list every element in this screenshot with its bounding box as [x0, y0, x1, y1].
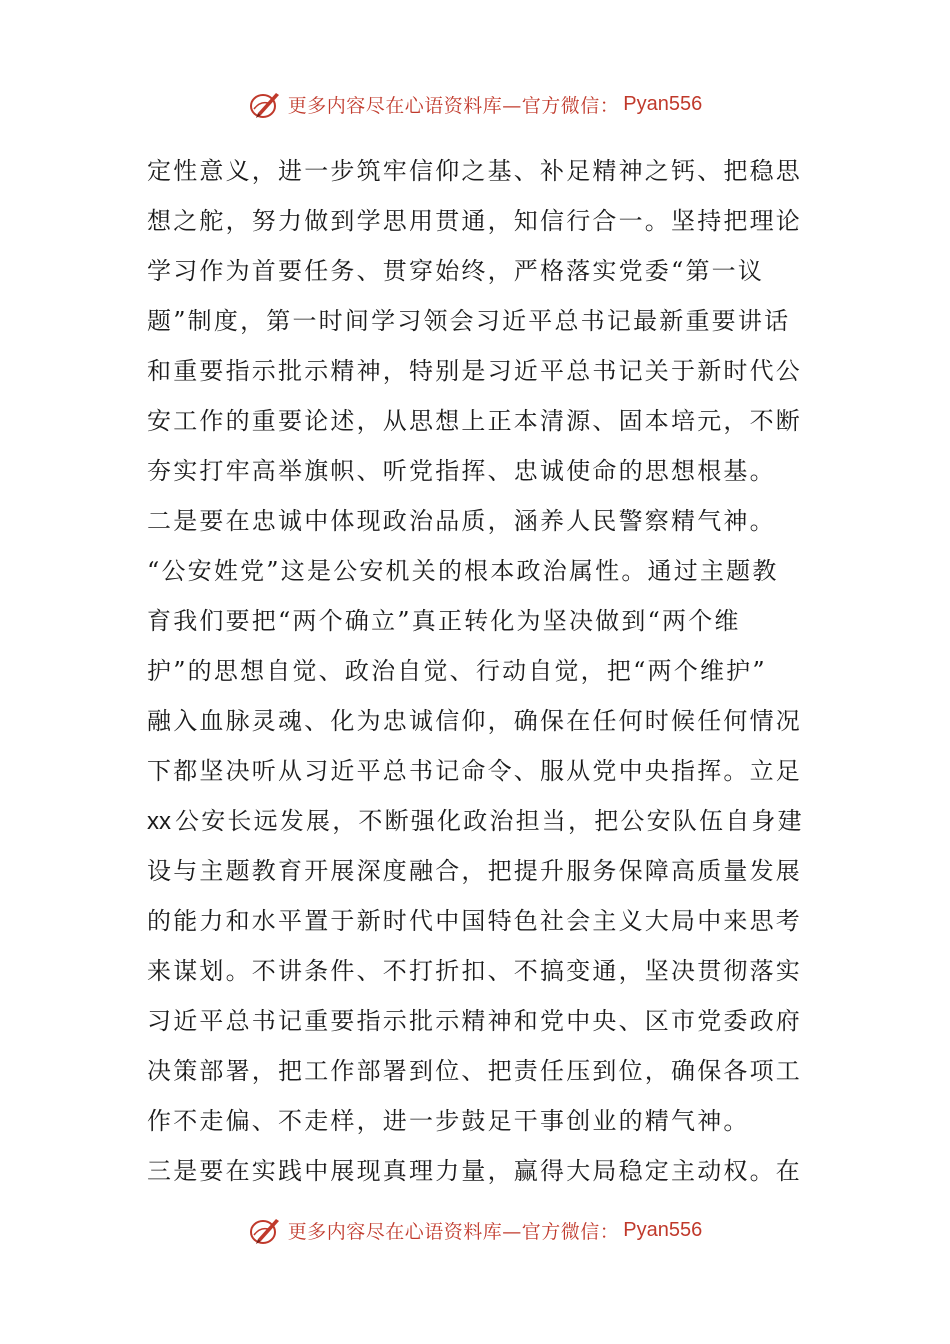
footer-banner [0, 1210, 950, 1250]
text-line: 夯实打牢高举旗帜、听党指挥、忠诚使命的思想根基。 [147, 457, 776, 485]
header-wechat-id: Pyan556 [623, 92, 703, 115]
text-line: 习近平总书记重要指示批示精神和党中央、区市党委政府 [147, 1007, 802, 1035]
text-line: 的能力和水平置于新时代中国特色社会主义大局中来思考 [147, 907, 802, 935]
text-line: 题”制度，第一时间学习领会习近平总书记最新重要讲话 [147, 307, 791, 335]
section-heading-3: 三是要在实践中展现真理力量，赢得大局稳定主动权。在 [147, 1157, 802, 1185]
header-banner-text: 更多内容尽在心语资料库—官方微信： [287, 94, 620, 117]
text-line: 下都坚决听从习近平总书记命令、服从党中央指挥。立足 [147, 757, 802, 785]
document-body [147, 146, 807, 1196]
text-line-rest: 公安长远发展，不断强化政治担当，把公安队伍自身建 [175, 807, 804, 835]
text-line [147, 796, 807, 846]
text-line: 定性意义，进一步筑牢信仰之基、补足精神之钙、把稳思 [147, 157, 802, 185]
text-line: 和重要指示批示精神，特别是习近平总书记关于新时代公 [147, 357, 802, 385]
text-line: 安工作的重要论述，从思想上正本清源、固本培元，不断 [147, 407, 802, 435]
text-line: 来谋划。不讲条件、不打折扣、不搞变通，坚决贯彻落实 [147, 957, 802, 985]
text-line: 学习作为首要任务、贯穿始终，严格落实党委“第一议 [147, 257, 765, 285]
placeholder-xx: xx [147, 808, 171, 835]
text-line: 决策部署，把工作部署到位、把责任压到位，确保各项工 [147, 1057, 802, 1085]
section-heading-2: 二是要在忠诚中体现政治品质，涵养人民警察精气神。 [147, 507, 776, 535]
text-line: 想之舵，努力做到学思用贯通，知信行合一。坚持把理论 [147, 207, 802, 235]
quill-pen-icon [248, 87, 282, 121]
text-line: 育我们要把“两个确立”真正转化为坚决做到“两个维 [147, 607, 741, 635]
text-line: 作不走偏、不走样，进一步鼓足干事创业的精气神。 [147, 1107, 750, 1135]
footer-wechat-id: Pyan556 [623, 1218, 703, 1241]
quill-pen-icon [248, 1213, 282, 1247]
text-line: 护”的思想自觉、政治自觉、行动自觉，把“两个维护” [147, 657, 767, 685]
text-line: 设与主题教育开展深度融合，把提升服务保障高质量发展 [147, 857, 802, 885]
text-line: “公安姓党”这是公安机关的根本政治属性。通过主题教 [147, 557, 779, 585]
text-line: 融入血脉灵魂、化为忠诚信仰，确保在任何时候任何情况 [147, 707, 802, 735]
footer-banner-text: 更多内容尽在心语资料库—官方微信： [287, 1220, 620, 1243]
header-banner [0, 84, 950, 124]
